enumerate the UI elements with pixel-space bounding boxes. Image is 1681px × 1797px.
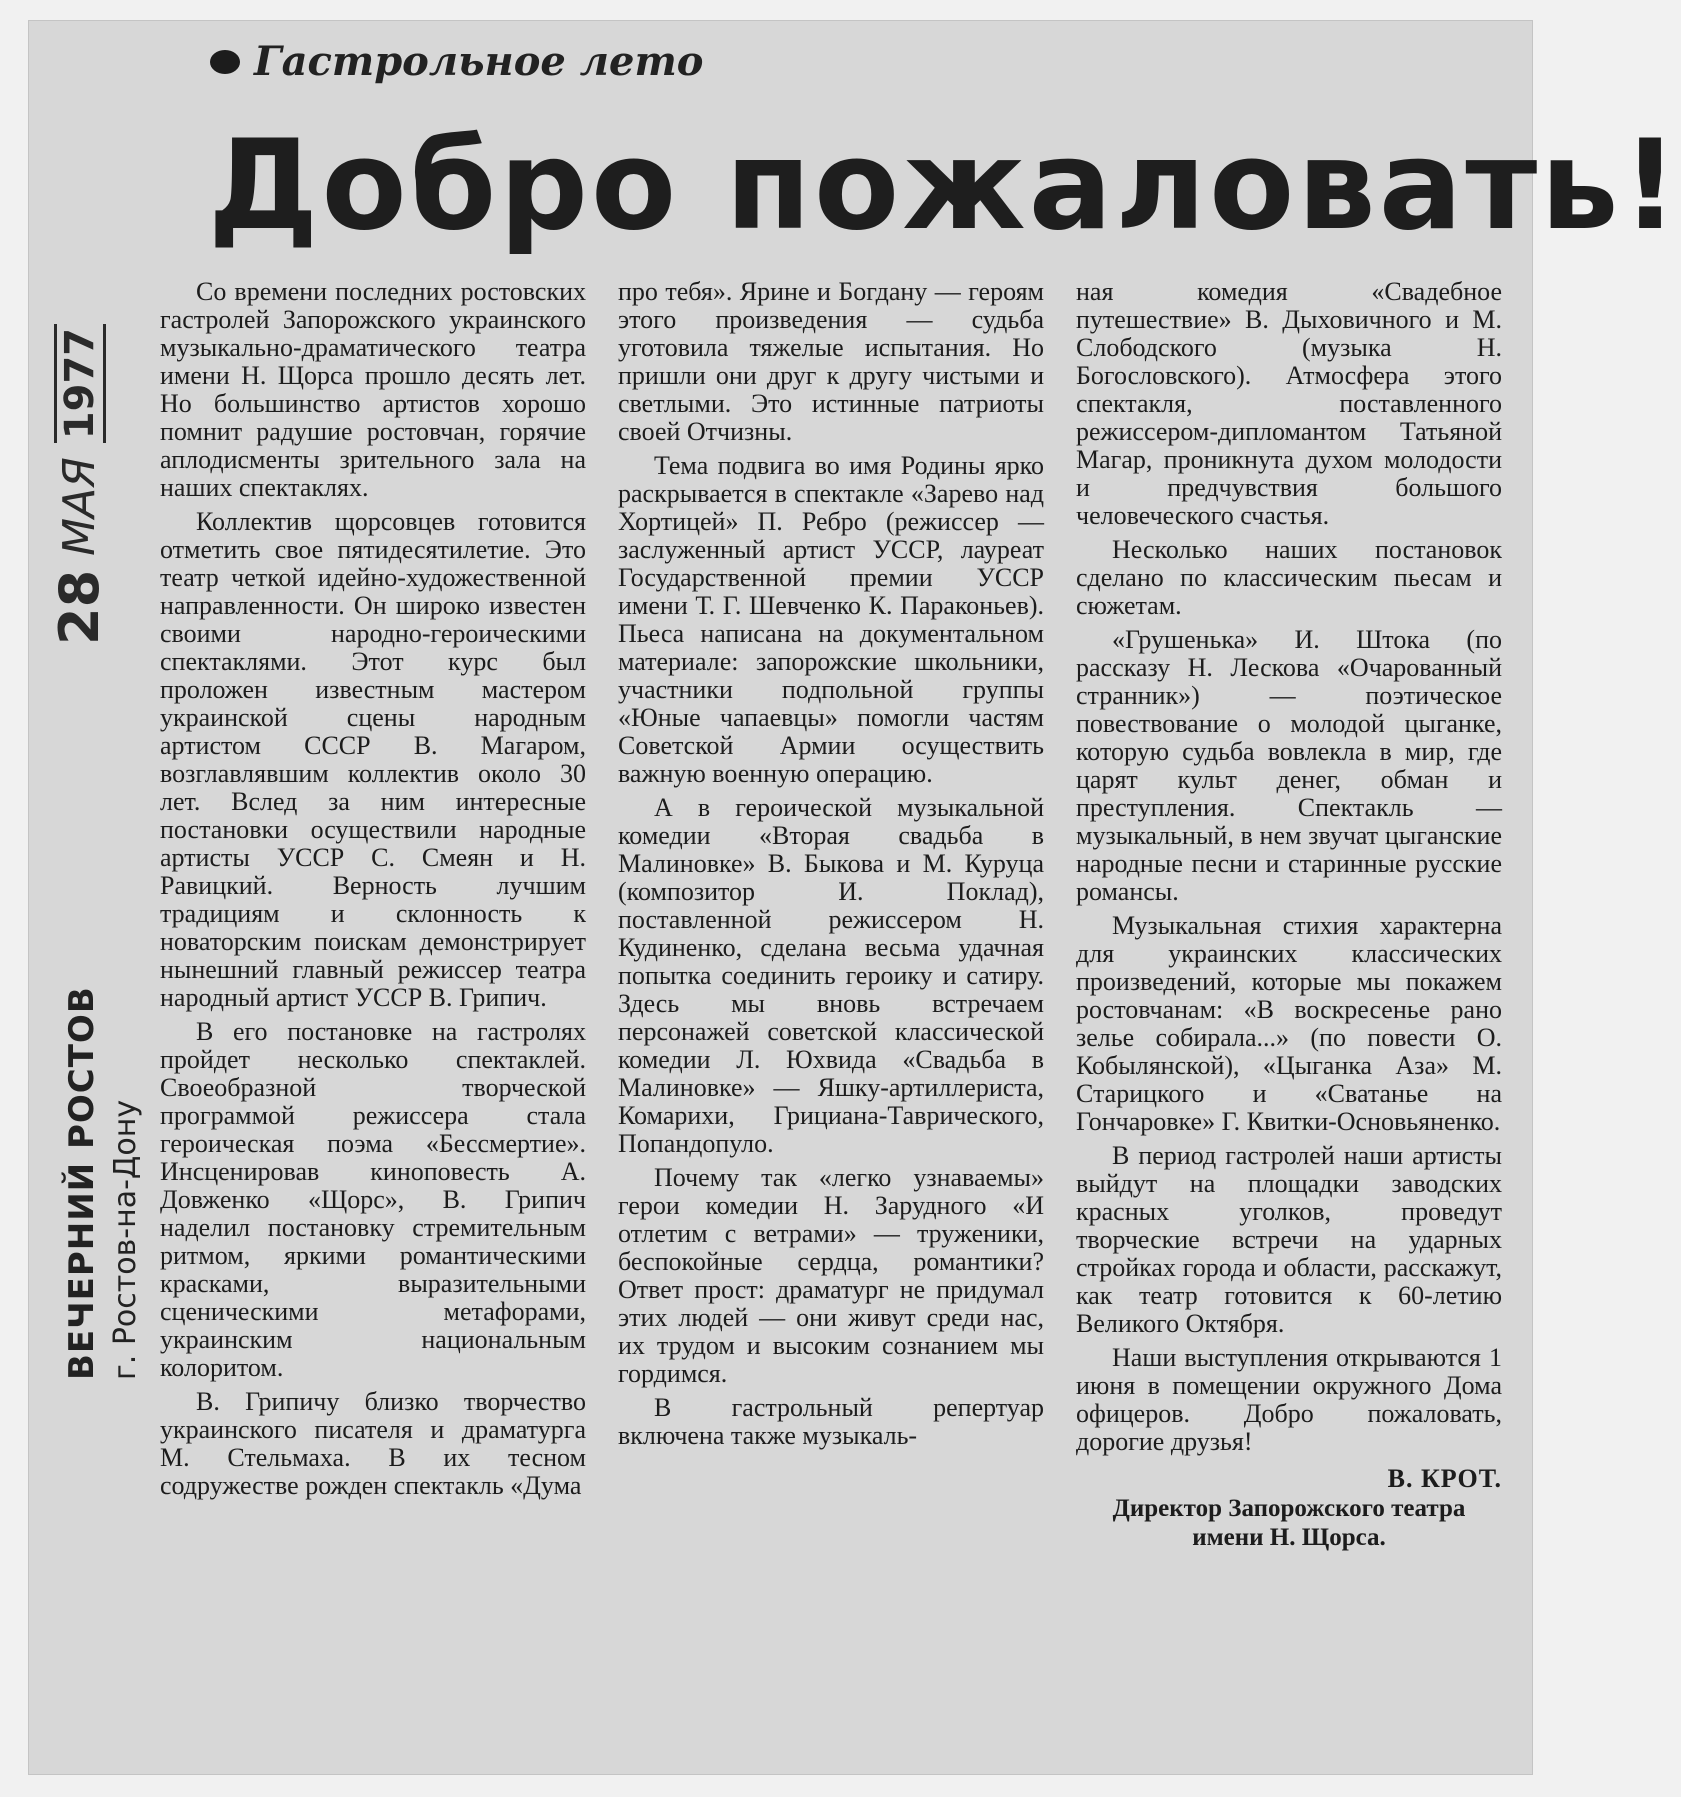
paragraph: Коллектив щорсовцев готовится отметить свое пятидесятилетие. Это театр четкой идейно-художественной направленности. Он широко известен своими народно-героическими спектаклями. Этот курс был проложен известным мастером украинской сцены народным артистом СССР В. Магаром, возглавлявшим коллектив около 30 лет. Вслед за ним интересные постановки осуществили народные артисты УССР С. Смеян и Н. Равицкий. Верность лучшим традициям и склонность к новаторским поискам демонстрирует нынешний главный режиссер театра народный артист УССР В. Грипич. xyxy=(160,507,586,1012)
stamp-city: г. Ростов-на-Дону xyxy=(108,1099,143,1380)
newspaper-stamp xyxy=(46,327,166,1380)
author-name: В. КРОТ. xyxy=(1387,1464,1502,1493)
paragraph: А в героической музыкальной комедии «Вторая свадьба в Малиновке» В. Быкова и М. Куруца (композитор И. Поклад), поставленной режиссером Н. Кудиненко, сделана весьма удачная попытка соединить героику и сатиру. Здесь мы вновь встречаем персонажей советской классической комедии Л. Юхвида «Свадьба в Малиновке» — Яшку-артиллериста, Комарихи, Грициана-Таврического, Попандопуло. xyxy=(618,793,1044,1158)
paragraph: Со времени последних ростовских гастролей Запорожского украинского музыкально-драматического театра имени Н. Щорса прошло десять лет. Но большинство артистов хорошо помнит радушие ростовчан, горячие аплодисменты зрительного зала на наших спектаклях. xyxy=(160,277,586,502)
stamp-newspaper-name: ВЕЧЕРНИЙ РОСТОВ xyxy=(62,986,102,1380)
article-body xyxy=(160,278,1504,1748)
paragraph: Почему так «легко узнаваемы» герои комедии Н. Зарудного «И отлетим с ветрами» — труженики, беспокойные сердца, романтики? Ответ прост: драматург не придумал этих людей — они живут среди нас, их трудом и высоким сознанием мы гордимся. xyxy=(618,1163,1044,1388)
headline: Добро пожаловать! xyxy=(208,114,1681,258)
author-title: Директор Запорожского театра имени Н. Щорса. xyxy=(1112,1495,1466,1551)
paragraph: В его постановке на гастролях пройдет несколько спектаклей. Своеобразной творческой программой режиссера стала героическая поэма «Бессмертие». Инсценировав киноповесть А. Довженко «Щорс», В. Грипич наделил постановку стремительным ритмом, яркими романтическими красками, выразительными сценическими метафорами, украинским национальным колоритом. xyxy=(160,1017,586,1382)
author-signature xyxy=(1076,1464,1502,1552)
rubric-label: Гастрольное лето xyxy=(254,38,704,85)
paragraph: Несколько наших постановок сделано по классическим пьесам и сюжетам. xyxy=(1076,535,1502,620)
article-column-3 xyxy=(1076,278,1502,1748)
paragraph: Музыкальная стихия характерна для украинских классических произведений, которые мы покажем ростовчанам: «В воскресенье рано зелье собирала...» (по повести О. Кобылянской), «Цыганка Аза» М. Старицкого и «Сватанье на Гончаровке» Г. Квитки-Основьяненко. xyxy=(1076,911,1502,1136)
paragraph: В гастрольный репертуар включена также музыкаль- xyxy=(618,1393,1044,1450)
stamp-year: 1977 xyxy=(54,324,106,443)
paragraph: ная комедия «Свадебное путешествие» В. Дыховичного и М. Слободского (музыка Н. Богословского). Атмосфера этого спектакля, поставленного режиссером-дипломантом Татьяной Магар, проникнута духом молодости и предчувствия большого человеческого счастья. xyxy=(1076,277,1502,530)
rubric xyxy=(210,38,703,85)
paragraph: Тема подвига во имя Родины ярко раскрывается в спектакле «Зарево над Хортицей» П. Ребро (режиссер — заслуженный артист УССР, лауреат Государственной премии УССР имени Т. Г. Шевченко К. Параконьев). Пьеса написана на документальном материале: запорожские школьники, участники подпольной группы «Юные чапаевцы» помогли частям Советской Армии осуществить важную военную операцию. xyxy=(618,451,1044,788)
newspaper-clipping xyxy=(28,20,1681,1775)
stamp-day: 28 xyxy=(48,569,111,645)
article-column-1 xyxy=(160,278,586,1748)
paragraph: Наши выступления открываются 1 июня в помещении окружного Дома офицеров. Добро пожаловать, дорогие друзья! xyxy=(1076,1343,1502,1456)
paragraph: В. Грипичу близко творчество украинского писателя и драматурга М. Стельмаха. В их тесном содружестве рожден спектакль «Дума xyxy=(160,1387,586,1500)
paragraph: «Грушенька» И. Штока (по рассказу Н. Лескова «Очарованный странник») — поэтическое повествование о молодой цыганке, которую судьба вовлекла в мир, где царят культ денег, обман и преступления. Спектакль — музыкальный, в нем звучат цыганские народные песни и старинные русские романсы. xyxy=(1076,625,1502,906)
article-column-2 xyxy=(618,278,1044,1748)
bullet-dot-icon xyxy=(210,50,240,74)
stamp-date xyxy=(48,324,111,645)
stamp-month: МАЯ xyxy=(54,457,105,556)
paragraph: В период гастролей наши артисты выйдут на площадки заводских красных уголков, проведут творческие встречи на ударных стройках города и области, расскажут, как театр готовится к 60-летию Великого Октября. xyxy=(1076,1141,1502,1338)
paragraph: про тебя». Ярине и Богдану — героям этого произведения — судьба уготовила тяжелые испытания. Но пришли они друг к другу чистыми и светлыми. Это истинные патриоты своей Отчизны. xyxy=(618,277,1044,446)
